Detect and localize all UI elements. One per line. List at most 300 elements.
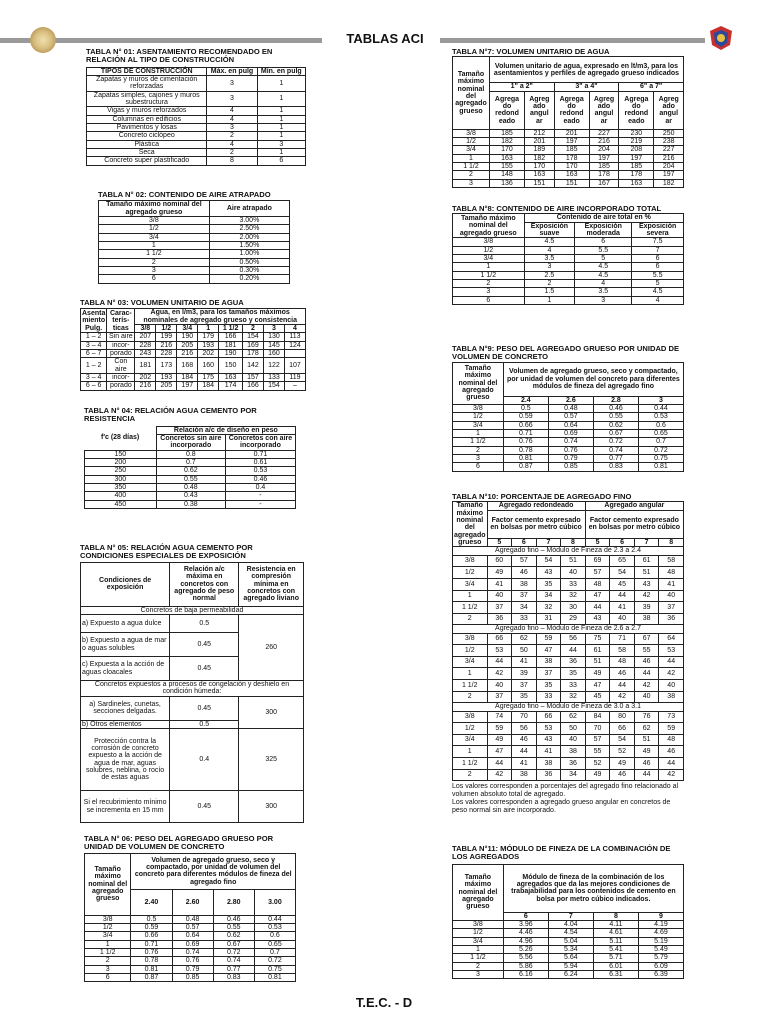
table-1-section — [86, 48, 306, 166]
t10-row — [453, 711, 684, 723]
table-10-section — [452, 493, 684, 815]
t10-cell: 39 — [512, 668, 537, 680]
t6-cell: 0.77 — [213, 965, 254, 973]
t9-cell: 3 — [453, 455, 504, 463]
table-11-section — [452, 845, 684, 979]
t6-cell: 3/4 — [85, 932, 131, 940]
t3-cell: 216 — [135, 382, 156, 390]
t6-cell: 0.79 — [172, 965, 213, 973]
t3-cell: 202 — [135, 374, 156, 382]
t10-row — [453, 769, 684, 781]
t1-cell: 1 — [257, 149, 305, 157]
t6-cell: 0.76 — [131, 949, 172, 957]
t10-cell: 1 1/2 — [453, 680, 488, 692]
t11-header-mf: Módulo de fineza de la combinación de los agregados que da las mejores condiciones de trabajabilidad para los contenidos de cemento en bolsa por metro cúbico indicados. — [503, 864, 683, 912]
t10-cell: 70 — [585, 723, 610, 735]
t6-cell: 0.64 — [172, 932, 213, 940]
t8-cell: 4.5 — [632, 288, 684, 296]
t3-cell: 197 — [177, 382, 198, 390]
t7-header-vol: Volumen unitario de agua, expresado en lt/m3, para los asentamientos y perfiles de agregado grueso indicados — [489, 57, 683, 83]
t2-header-aire: Aire atrapado — [209, 201, 289, 217]
t3-cell: 113 — [284, 333, 305, 341]
t10-cell: 40 — [561, 567, 586, 579]
t6-row — [85, 957, 296, 965]
t7-cell: 151 — [554, 179, 589, 187]
t3-cell: 174 — [219, 382, 243, 390]
t8-cell: 4.5 — [575, 263, 632, 271]
t8-cell: 6 — [632, 263, 684, 271]
t10-block-label-row — [453, 703, 684, 711]
t11-cell: 5.64 — [548, 954, 593, 962]
t1-cell: 3 — [207, 124, 257, 132]
t7-row — [453, 154, 684, 162]
t6-cell: 0.72 — [254, 957, 295, 965]
t7-group-header: 6" a 7" — [619, 83, 684, 91]
t10-cell: 36 — [561, 757, 586, 769]
t1-cell: Zapatas simples, cajones y muros subestructura — [87, 91, 207, 107]
t11-cell: 3/4 — [453, 937, 504, 945]
t3-cell: 6 – 6 — [81, 382, 107, 390]
t8-cell: 2 — [524, 280, 575, 288]
t6-cell: 0.65 — [254, 940, 295, 948]
t10-cell: 41 — [512, 656, 537, 668]
t7-cell: 185 — [554, 146, 589, 154]
t10-cell: 61 — [585, 645, 610, 657]
t10-cell: 69 — [585, 555, 610, 567]
t9-cell: 0.64 — [548, 421, 593, 429]
t10-cell: 80 — [610, 711, 635, 723]
t2-row — [99, 225, 290, 233]
t7-cell: 136 — [489, 179, 524, 187]
t7-row — [453, 171, 684, 179]
table-4 — [84, 426, 296, 509]
table-5-section — [80, 544, 304, 823]
t10-cell: 51 — [561, 555, 586, 567]
t8-cell: 1 — [524, 296, 575, 304]
t3-size-header: 3/4 — [177, 325, 198, 333]
t6-row — [85, 940, 296, 948]
t5-val-d: 0.45 — [170, 696, 239, 720]
t10-col-header: 6 — [610, 538, 635, 547]
t10-cell: 32 — [561, 590, 586, 602]
left-emblem-icon — [30, 27, 56, 53]
t9-cell: 0.74 — [593, 446, 638, 454]
t10-cell: 33 — [561, 578, 586, 590]
t3-header-carac: Carac- terís- ticas — [107, 309, 135, 333]
t3-cell: 181 — [219, 341, 243, 349]
t6-cell: 0.67 — [213, 940, 254, 948]
t9-cell: 0.81 — [638, 463, 683, 471]
t3-cell: 160 — [198, 358, 219, 374]
t9-cell: 0.72 — [593, 438, 638, 446]
t1-header-min: Mín. en pulg — [257, 67, 305, 75]
t10-cell: 56 — [512, 723, 537, 735]
t8-cell: 1 — [453, 263, 525, 271]
t11-cell: 6.31 — [593, 971, 638, 979]
t5-row-b: b) Expuesto a agua de mar o aguas solubles — [81, 633, 170, 657]
t11-cell: 6.16 — [503, 971, 548, 979]
t6-row — [85, 974, 296, 982]
t7-cell: 197 — [654, 171, 684, 179]
t10-cell: 38 — [634, 613, 659, 625]
t7-cell: 178 — [619, 171, 654, 179]
t10-cell: 38 — [512, 578, 537, 590]
t10-cell: 1 — [453, 668, 488, 680]
t10-row — [453, 613, 684, 625]
t10-cell: 37 — [659, 602, 684, 614]
t11-cell: 4.46 — [503, 929, 548, 937]
t10-cell: 33 — [561, 680, 586, 692]
t10-row — [453, 757, 684, 769]
t10-cell: 48 — [659, 734, 684, 746]
t9-cell: 0.75 — [638, 455, 683, 463]
t10-cell: 40 — [659, 680, 684, 692]
t6-cell: 0.53 — [254, 924, 295, 932]
t7-cell: 2 — [453, 171, 490, 179]
t7-cell: 178 — [589, 171, 619, 179]
t3-cell: 173 — [156, 358, 177, 374]
t10-cell: 52 — [585, 757, 610, 769]
t10-row — [453, 668, 684, 680]
t4-cell: 450 — [85, 500, 157, 508]
t9-cell: 0.78 — [503, 446, 548, 454]
t11-cell: 4.19 — [638, 921, 683, 929]
t11-cell: 4.04 — [548, 921, 593, 929]
t10-cell: 66 — [536, 711, 561, 723]
t10-cell: 42 — [610, 691, 635, 703]
t11-cell: 6.01 — [593, 962, 638, 970]
t6-col-header: 2.60 — [172, 889, 213, 915]
t8-cell: 1 1/2 — [453, 271, 525, 279]
t10-cell: 56 — [561, 633, 586, 645]
t10-row — [453, 578, 684, 590]
t10-cell: 54 — [610, 734, 635, 746]
t11-cell: 5.04 — [548, 937, 593, 945]
t10-cell: 31 — [536, 613, 561, 625]
t3-cell: 1 – 2 — [81, 333, 107, 341]
t3-cell: 154 — [243, 333, 264, 341]
t10-cell: 38 — [561, 746, 586, 758]
t8-row — [453, 263, 684, 271]
t8-cell: 5.5 — [632, 271, 684, 279]
t11-row — [453, 971, 684, 979]
t10-cell: 42 — [659, 769, 684, 781]
t3-cell: 6 – 7 — [81, 350, 107, 358]
t8-cell: 3/4 — [453, 255, 525, 263]
t6-cell: 1 — [85, 940, 131, 948]
t10-col-header: 5 — [585, 538, 610, 547]
t10-row — [453, 555, 684, 567]
t7-cell: 238 — [654, 138, 684, 146]
t2-cell: 3/4 — [99, 233, 210, 241]
t3-size-header: 1/2 — [156, 325, 177, 333]
t10-cell: 49 — [487, 734, 512, 746]
t2-row — [99, 258, 290, 266]
t3-cell: 3 – 4 — [81, 374, 107, 382]
t10-cell: 59 — [536, 633, 561, 645]
t8-cell: 1.5 — [524, 288, 575, 296]
t11-cell: 3 — [453, 971, 504, 979]
t7-cell: 204 — [654, 163, 684, 171]
t6-cell: 0.83 — [213, 974, 254, 982]
t10-cell: 35 — [512, 691, 537, 703]
table-2-section — [98, 191, 290, 284]
t9-cell: 0.5 — [503, 405, 548, 413]
t7-cell: 212 — [525, 129, 555, 137]
t3-cell: 179 — [198, 333, 219, 341]
t7-row — [453, 179, 684, 187]
t1-cell: 2 — [207, 132, 257, 140]
t7-cell: 189 — [525, 146, 555, 154]
t2-cell: 6 — [99, 275, 210, 283]
t10-cell: 33 — [536, 691, 561, 703]
t9-cell: 0.44 — [638, 405, 683, 413]
t11-cell: 3.96 — [503, 921, 548, 929]
t9-cell: 0.87 — [503, 463, 548, 471]
t4-cell: 400 — [85, 492, 157, 500]
t3-cell: 130 — [263, 333, 284, 341]
t10-cell: 35 — [536, 578, 561, 590]
t1-cell: Zapatas y muros de cimentación reforzadas — [87, 76, 207, 92]
t10-cell: 75 — [585, 633, 610, 645]
t10-cell: 64 — [659, 633, 684, 645]
t8-cell: 2 — [453, 280, 525, 288]
t10-cell: 44 — [634, 769, 659, 781]
t7-cell: 227 — [589, 129, 619, 137]
t11-col-header: 6 — [503, 912, 548, 920]
t3-carac-label: incor- — [107, 341, 135, 349]
t5-val-g2: 300 — [239, 791, 304, 823]
t10-cell: 40 — [659, 590, 684, 602]
t8-cell: 5.5 — [575, 246, 632, 254]
t3-cell: 107 — [284, 358, 305, 374]
t3-size-header: 4 — [284, 325, 305, 333]
t7-cell: 182 — [654, 179, 684, 187]
t10-cell: 41 — [487, 578, 512, 590]
t10-cell: 41 — [512, 757, 537, 769]
t3-carac-label: porado — [107, 350, 135, 358]
t10-cell: 46 — [659, 746, 684, 758]
t5-val-f: 0.4 — [170, 729, 239, 791]
t1-row — [87, 124, 306, 132]
t2-cell: 0.50% — [209, 258, 289, 266]
t6-cell: 0.46 — [213, 915, 254, 923]
t10-cell: 33 — [512, 613, 537, 625]
t9-row — [453, 455, 684, 463]
t7-cell: 3/8 — [453, 129, 490, 137]
t9-cell: 3/8 — [453, 405, 504, 413]
t8-row — [453, 288, 684, 296]
t9-cell: 0.59 — [503, 413, 548, 421]
t10-block-label: Agregado fino – Módulo de Fineza de 2.3 a 2.4 — [453, 547, 684, 555]
t11-cell: 4.69 — [638, 929, 683, 937]
t4-cell: 0.62 — [156, 467, 225, 475]
t6-cell: 0.55 — [213, 924, 254, 932]
table-11-title: TABLA N°11: MÓDULO DE FINEZA DE LA COMBINACIÓN DE LOS AGREGADOS — [452, 844, 671, 862]
t4-cell: - — [225, 500, 295, 508]
t3-row — [81, 341, 306, 349]
t2-cell: 2 — [99, 258, 210, 266]
t3-cell: 184 — [177, 374, 198, 382]
t10-cell: 1 1/2 — [453, 602, 488, 614]
t2-cell: 0.30% — [209, 267, 289, 275]
t10-cell: 36 — [659, 613, 684, 625]
t6-cell: 6 — [85, 974, 131, 982]
t3-carac-label: Sin aire — [107, 333, 135, 341]
t10-cell: 40 — [561, 734, 586, 746]
t10-cell: 34 — [512, 602, 537, 614]
t10-row — [453, 734, 684, 746]
t6-row — [85, 932, 296, 940]
t8-cell: 4 — [524, 246, 575, 254]
t5-val-g: 0.45 — [170, 791, 239, 823]
t5-row-e: b) Otros elementos — [81, 720, 170, 728]
t6-cell: 0.75 — [254, 965, 295, 973]
t8-cell: 2.5 — [524, 271, 575, 279]
t4-row — [85, 492, 296, 500]
t1-cell: Seca — [87, 149, 207, 157]
table-3-title: TABLA N° 03: VOLUMEN UNITARIO DE AGUA — [80, 298, 244, 307]
t10-cell: 42 — [659, 668, 684, 680]
t11-cell: 5.11 — [593, 937, 638, 945]
t4-cell: 0.46 — [225, 475, 295, 483]
t10-cell: 32 — [536, 602, 561, 614]
t7-cell: 185 — [619, 163, 654, 171]
t1-cell: 2 — [207, 149, 257, 157]
t6-cell: 0.87 — [131, 974, 172, 982]
t8-cell: 4 — [632, 296, 684, 304]
t10-col-header: 8 — [659, 538, 684, 547]
t10-cell: 47 — [585, 590, 610, 602]
t3-size-header: 2 — [243, 325, 264, 333]
t10-cell: 44 — [487, 757, 512, 769]
t5-val-e: 0.5 — [170, 720, 239, 728]
t11-row — [453, 962, 684, 970]
t10-cell: 44 — [512, 746, 537, 758]
t10-cell: 40 — [634, 691, 659, 703]
t9-cell: 0.6 — [638, 421, 683, 429]
t10-col-header: 5 — [487, 538, 512, 547]
t1-cell: Columnas en edificios — [87, 115, 207, 123]
t11-cell: 6.39 — [638, 971, 683, 979]
t2-header-size: Tamaño máximo nominal del agregado grueso — [99, 201, 210, 217]
t7-sub-header: Agreg ado angul ar — [525, 91, 555, 129]
t3-cell: 1 – 2 — [81, 358, 107, 374]
t7-group-header: 1" a 2" — [489, 83, 554, 91]
t3-cell: 166 — [243, 382, 264, 390]
t3-cell: 150 — [219, 358, 243, 374]
t5-sec1: Concretos de baja permeabilidad — [81, 606, 304, 614]
t11-col-header: 9 — [638, 912, 683, 920]
t3-cell: 166 — [219, 333, 243, 341]
t3-cell: 133 — [263, 374, 284, 382]
t10-cell: 51 — [585, 656, 610, 668]
t3-size-header: 1 1/2 — [219, 325, 243, 333]
t10-cell: 43 — [634, 578, 659, 590]
t10-cell: 35 — [536, 680, 561, 692]
t3-cell: 157 — [243, 374, 264, 382]
t10-cell: 36 — [561, 656, 586, 668]
t7-cell: 148 — [489, 171, 524, 179]
t1-cell: 6 — [257, 157, 305, 165]
t7-cell: 163 — [619, 179, 654, 187]
t10-col-header: 6 — [512, 538, 537, 547]
t3-size-header: 3/8 — [135, 325, 156, 333]
t1-cell: Vigas y muros reforzados — [87, 107, 207, 115]
t4-cell: 200 — [85, 459, 157, 467]
t10-cell: 44 — [487, 656, 512, 668]
t11-row — [453, 937, 684, 945]
t10-cell: 3/4 — [453, 656, 488, 668]
t10-note-2: Los valores corresponden a agregado grueso angular en concretos de peso normal sin aire incorporado. — [452, 799, 671, 815]
t8-cell: 6 — [632, 255, 684, 263]
t5-sec2: Concretos expuestos a procesos de congelación y deshielo en condición húmeda: — [81, 681, 304, 697]
t9-cell: 0.72 — [638, 446, 683, 454]
t10-cell: 3/8 — [453, 555, 488, 567]
t10-cell: 1/2 — [453, 723, 488, 735]
t10-row — [453, 746, 684, 758]
t7-cell: 204 — [589, 146, 619, 154]
t11-col-header: 7 — [548, 912, 593, 920]
t3-size-header: 3 — [263, 325, 284, 333]
t6-cell: 0.74 — [172, 949, 213, 957]
t7-cell: 170 — [489, 146, 524, 154]
t10-cell: 1/2 — [453, 567, 488, 579]
t10-cell: 50 — [512, 645, 537, 657]
t7-cell: 3 — [453, 179, 490, 187]
t9-row — [453, 463, 684, 471]
t10-cell: 30 — [561, 602, 586, 614]
t10-cell: 76 — [634, 711, 659, 723]
t6-row — [85, 965, 296, 973]
t11-cell: 2 — [453, 962, 504, 970]
t3-cell: 163 — [219, 374, 243, 382]
t10-cell: 40 — [487, 590, 512, 602]
t3-cell: 216 — [156, 341, 177, 349]
t3-cell: 243 — [135, 350, 156, 358]
t3-cell: 181 — [135, 358, 156, 374]
t7-cell: 170 — [554, 163, 589, 171]
t10-cell: 43 — [536, 567, 561, 579]
t4-cell: 0.43 — [156, 492, 225, 500]
t10-cell: 62 — [634, 723, 659, 735]
t10-cell: 57 — [585, 734, 610, 746]
t10-header-fac-red: Factor cemento expresado en bolsas por metro cúbico — [487, 510, 585, 538]
t10-cell: 55 — [585, 746, 610, 758]
table-6-section — [84, 835, 296, 982]
t10-cell: 2 — [453, 691, 488, 703]
t4-cell: 250 — [85, 467, 157, 475]
t10-cell: 71 — [610, 633, 635, 645]
t7-cell: 1 1/2 — [453, 163, 490, 171]
t4-cell: 0.4 — [225, 484, 295, 492]
t10-cell: 36 — [536, 769, 561, 781]
t10-cell: 47 — [536, 645, 561, 657]
t10-cell: 46 — [610, 769, 635, 781]
t11-header-size: Tamaño máximo nominal del agregado grueso — [453, 864, 504, 920]
t9-cell: 3/4 — [453, 421, 504, 429]
t7-cell: 163 — [525, 171, 555, 179]
t3-cell: 168 — [177, 358, 198, 374]
t7-row — [453, 129, 684, 137]
t10-cell: 37 — [512, 590, 537, 602]
t1-row — [87, 149, 306, 157]
table-8-section — [452, 205, 684, 305]
t1-cell: 4 — [207, 107, 257, 115]
t1-cell: 1 — [257, 76, 305, 92]
t4-cell: 0.8 — [156, 450, 225, 458]
t7-cell: 163 — [489, 154, 524, 162]
